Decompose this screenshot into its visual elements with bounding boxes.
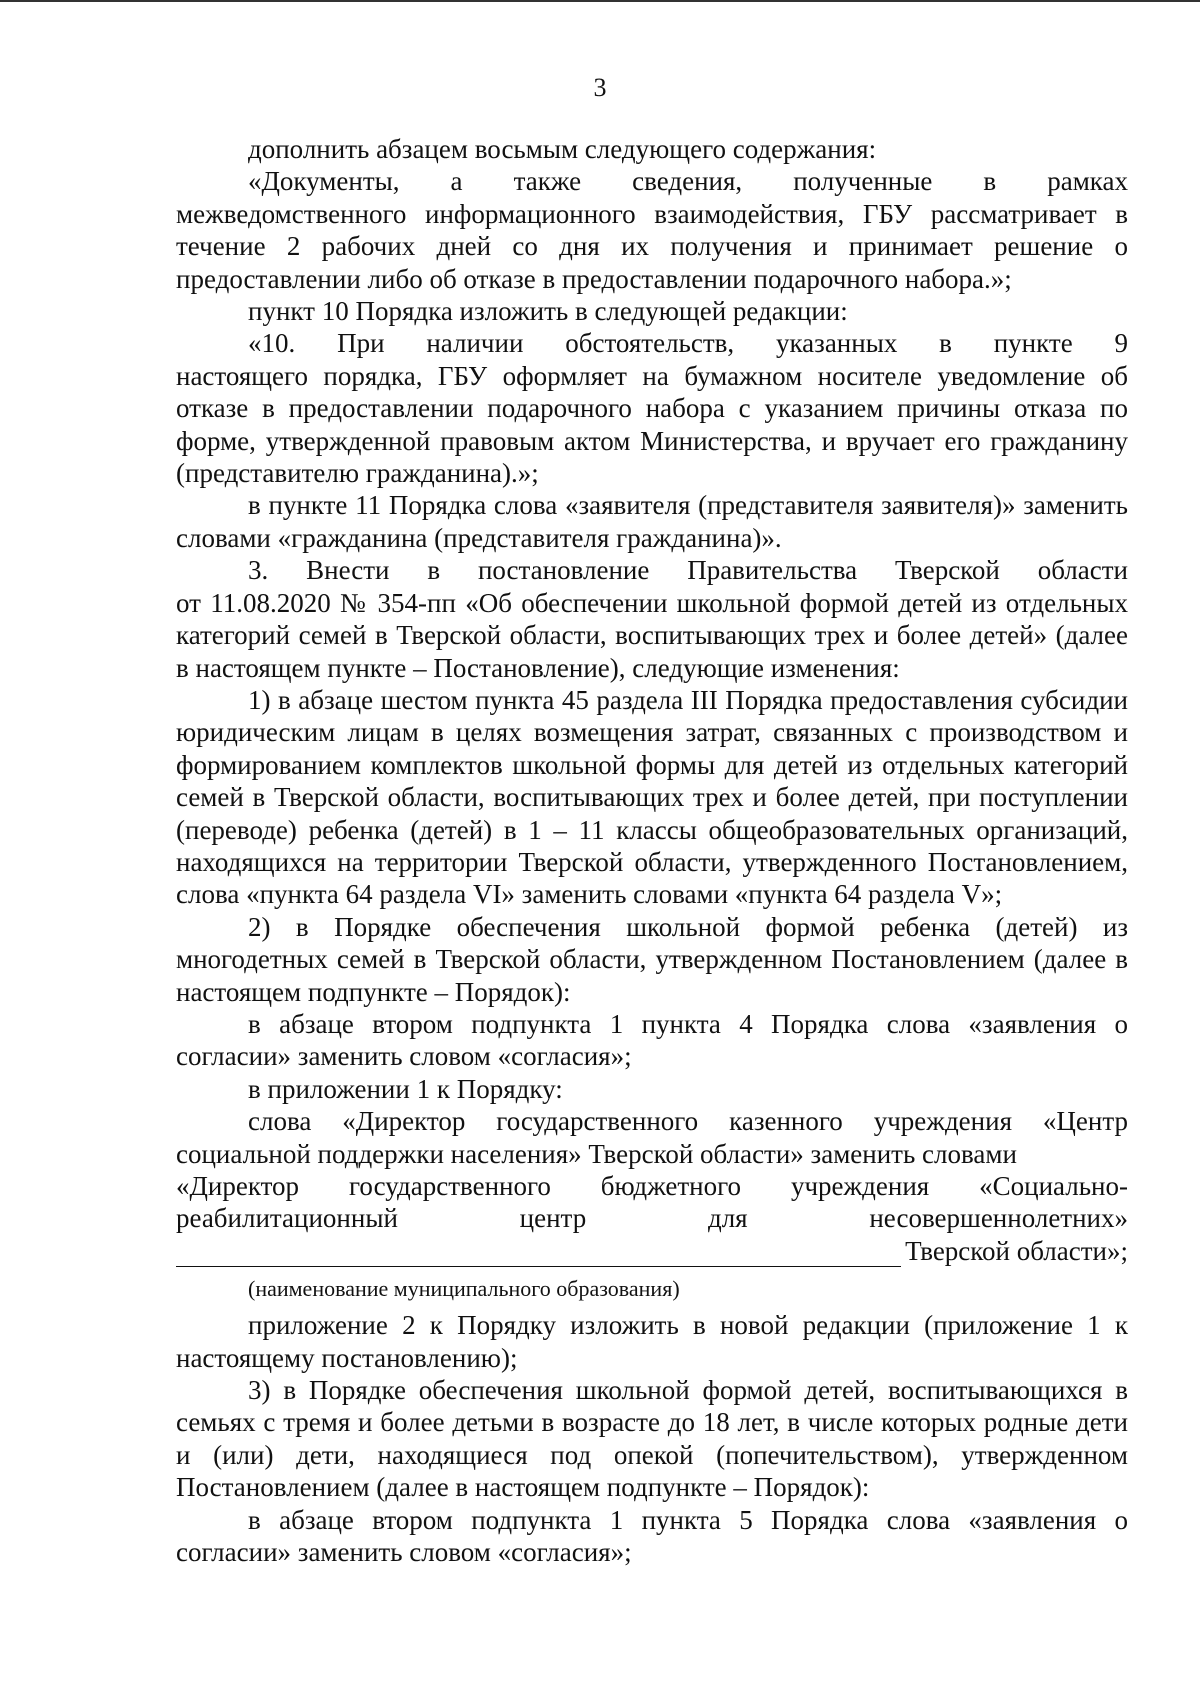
paragraph-replace-line-2: реабилитационный центр для несовершеннолетних» <box>176 1203 1128 1234</box>
paragraph-quote-body: межведомственного информационного взаимодействия, ГБУ рассматривает в течение 2 рабочих дней со дня их получения и принимает решение о предоставлении либо об отказе в предоставлении подарочного набора.»; <box>176 198 1128 294</box>
paragraph-replace-line-1: «Директор государственного бюджетного учреждения «Социально- <box>176 1171 1128 1201</box>
document-body <box>176 133 1128 1568</box>
paragraph-item-3-subpoint: в абзаце втором подпункта 1 пункта 5 Порядка слова «заявления о согласии» заменить словом «согласия»; <box>176 1504 1128 1568</box>
blank-underline <box>176 1240 901 1267</box>
blank-line-tail: Тверской области»; <box>905 1235 1128 1266</box>
page-top-border <box>0 0 1200 2</box>
paragraph-item-2-subpoint: в абзаце втором подпункта 1 пункта 4 Порядка слова «заявления о согласии» заменить словом «согласия»; <box>176 1008 1128 1072</box>
paragraph-quote-start: «Документы, а также сведения, полученные в рамках <box>248 166 1128 197</box>
blank-caption: (наименование муниципального образования) <box>248 1276 680 1302</box>
paragraph-section-3-body: от 11.08.2020 № 354-пп «Об обеспечении школьной формой детей из отдельных категорий семей в Тверской области, воспитывающих трех и более детей» (далее в настоящем пункте – Постановление), следующие изменения: <box>176 587 1128 683</box>
paragraph-appendix-2: приложение 2 к Порядку изложить в новой редакции (приложение 1 к настоящему постановлению); <box>176 1310 1128 1373</box>
paragraph-point-10-quote-body: настоящего порядка, ГБУ оформляет на бумажном носителе уведомление об отказе в предоставлении подарочного набора с указанием причины отказа по форме, утвержденной правовым актом Министерства, и вручает его гражданину (представителю гражданина).»; <box>176 360 1128 489</box>
paragraph-item-3: 3) в Порядке обеспечения школьной формой детей, воспитывающихся в семьях с тремя и более детьми в возрасте до 18 лет, в числе которых родные дети и (или) дети, находящиеся под опекой (попечительством), утвержденном Постановлением (далее в настоящем подпункте – Порядок): <box>176 1375 1128 1503</box>
paragraph-intro: дополнить абзацем восьмым следующего содержания: <box>248 134 877 164</box>
paragraph-replace-words: слова «Директор государственного казенного учреждения «Центр социальной поддержки населения» Тверской области» заменить словами <box>176 1106 1128 1169</box>
page-number: 3 <box>593 73 607 102</box>
paragraph-appendix-1: в приложении 1 к Порядку: <box>248 1073 563 1104</box>
blank-fill-line <box>176 1235 1128 1267</box>
paragraph-point-10: пункт 10 Порядка изложить в следующей редакции: <box>248 296 848 327</box>
paragraph-item-1: 1) в абзаце шестом пункта 45 раздела III Порядка предоставления субсидии юридическим лицам в целях возмещения затрат, связанных с производством и формированием комплектов школьной формы для детей из отдельных категорий семей в Тверской области, воспитывающих трех и более детей, при поступлении (переводе) ребенка (детей) в 1 – 11 классы общеобразовательных организаций, находящихся на территории Тверской области, утвержденного Постановлением, слова «пункта 64 раздела VI» заменить словами «пункта 64 раздела V»; <box>176 684 1128 910</box>
paragraph-point-10-quote-start: «10. При наличии обстоятельств, указанных в пункте 9 <box>248 328 1128 359</box>
paragraph-point-11: в пункте 11 Порядка слова «заявителя (представителя заявителя)» заменить словами «гражданина (представителя гражданина)». <box>176 490 1128 553</box>
paragraph-section-3-start: 3. Внести в постановление Правительства Тверской области <box>248 555 1128 586</box>
paragraph-item-2: 2) в Порядке обеспечения школьной формой ребенка (детей) из многодетных семей в Тверской области, утвержденном Постановлением (далее в настоящем подпункте – Порядок): <box>176 911 1128 1007</box>
